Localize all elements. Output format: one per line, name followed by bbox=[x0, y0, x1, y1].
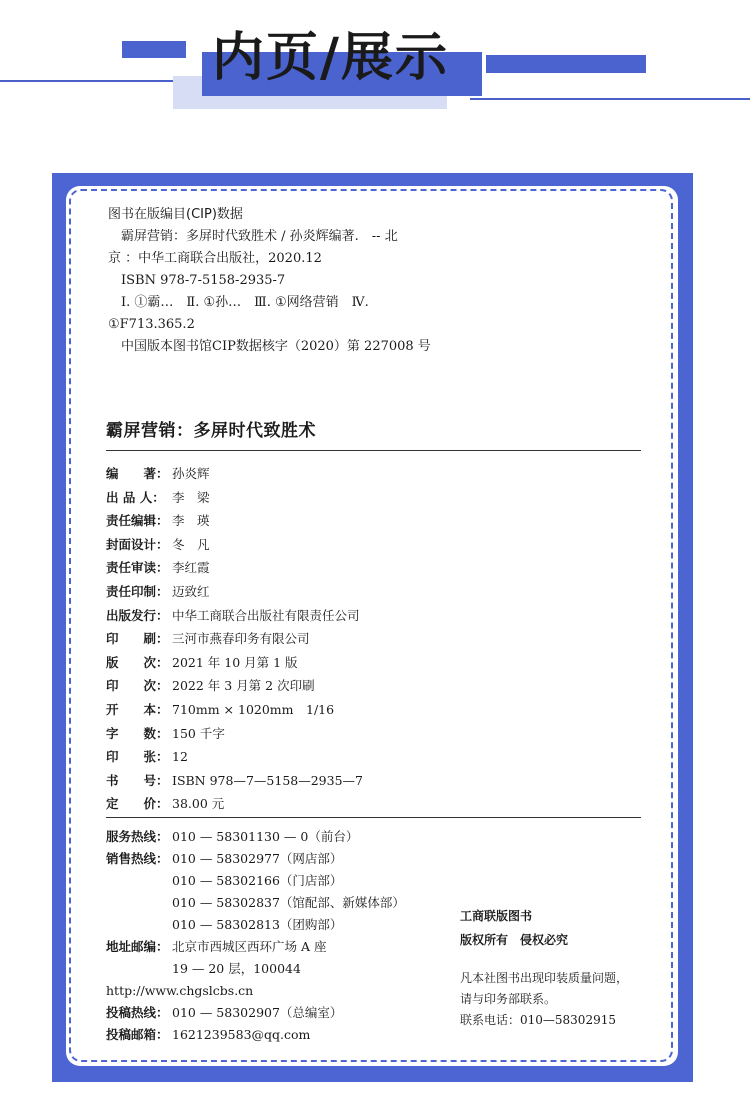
info-value: 710mm × 1020mm 1/16 bbox=[172, 701, 335, 717]
info-row bbox=[106, 533, 556, 557]
cip-line: 霸屏营销：多屏时代致胜术 / 孙炎辉编著. -- 北 bbox=[108, 229, 398, 244]
info-key: 印 张： bbox=[106, 749, 169, 765]
submit-email: 1621239583@qq.com bbox=[172, 1027, 311, 1042]
title-rule bbox=[106, 450, 641, 451]
sales-key: 销售热线： bbox=[106, 851, 169, 866]
submit-phone: 010 — 58302907（总编室） bbox=[172, 1005, 343, 1020]
info-value: 38.00 元 bbox=[172, 796, 225, 812]
info-row bbox=[106, 580, 556, 604]
info-key: 责任编辑： bbox=[106, 513, 169, 529]
info-row bbox=[106, 651, 556, 675]
sales-phone: 010 — 58302166（门店部） bbox=[172, 873, 343, 888]
info-row bbox=[106, 674, 556, 698]
info-row bbox=[106, 556, 556, 580]
info-key: 责任印制： bbox=[106, 583, 169, 599]
info-row bbox=[106, 462, 556, 486]
info-key: 开 本： bbox=[106, 701, 169, 717]
page-title: 内页/展示 bbox=[212, 27, 449, 88]
info-key: 封面设计： bbox=[106, 536, 169, 552]
sales-phone: 010 — 58302837（馆配部、新媒体部） bbox=[172, 895, 405, 910]
info-key: 印 刷： bbox=[106, 631, 169, 647]
info-key: 出版发行： bbox=[106, 607, 169, 623]
publication-info bbox=[106, 462, 556, 816]
service-phone: 010 — 58301130 — 0（前台） bbox=[172, 829, 359, 844]
address-key: 地址邮编： bbox=[106, 939, 169, 954]
info-row bbox=[106, 604, 556, 628]
info-key: 定 价： bbox=[106, 796, 169, 812]
cip-line: ①F713.365.2 bbox=[108, 317, 195, 332]
info-value: 150 千字 bbox=[172, 725, 225, 741]
info-value: 12 bbox=[172, 749, 188, 765]
info-rule bbox=[106, 817, 641, 818]
cip-line: 京 ：中华工商联合出版社，2020.12 bbox=[108, 251, 322, 266]
cip-line: ISBN 978-7-5158-2935-7 bbox=[108, 273, 286, 288]
sales-phone: 010 — 58302977（网店部） bbox=[172, 851, 343, 866]
sales-phone: 010 — 58302813（团购部） bbox=[172, 917, 343, 932]
info-value: 冬 凡 bbox=[172, 536, 210, 552]
info-value: 2022 年 3 月第 2 次印刷 bbox=[172, 678, 315, 694]
info-key: 出 品 人： bbox=[106, 489, 165, 505]
notice-line: 请与印务部联系。 bbox=[460, 992, 557, 1006]
info-key: 书 号： bbox=[106, 772, 169, 788]
cip-heading: 图书在版编目(CIP)数据 bbox=[108, 207, 243, 222]
cip-block bbox=[108, 204, 468, 358]
header-accent-block bbox=[122, 41, 186, 58]
submit-email-key: 投稿邮箱： bbox=[106, 1027, 169, 1042]
notice-line: 凡本社图书出现印装质量问题， bbox=[460, 971, 629, 985]
info-value: 中华工商联合出版社有限责任公司 bbox=[172, 607, 360, 623]
info-value: ISBN 978—7—5158—2935—7 bbox=[172, 772, 363, 788]
publisher-label: 工商联版图书 bbox=[460, 909, 533, 923]
info-key: 责任审读： bbox=[106, 560, 169, 576]
header-accent-bar bbox=[486, 55, 646, 73]
info-value: 李 瑛 bbox=[172, 513, 210, 529]
notice-phone: 联系电话：010—58302915 bbox=[460, 1013, 616, 1027]
submit-phone-key: 投稿热线： bbox=[106, 1005, 169, 1020]
info-row bbox=[106, 745, 556, 769]
info-key: 版 次： bbox=[106, 654, 169, 670]
info-row bbox=[106, 792, 556, 816]
address-line: 北京市西城区西环广场 A 座 bbox=[172, 939, 327, 954]
info-value: 2021 年 10 月第 1 版 bbox=[172, 654, 298, 670]
info-row bbox=[106, 722, 556, 746]
info-row bbox=[106, 486, 556, 510]
info-key: 编 著： bbox=[106, 466, 169, 481]
cip-line: 中国版本图书馆CIP数据核字（2020）第 227008 号 bbox=[108, 339, 431, 354]
book-title: 霸屏营销：多屏时代致胜术 bbox=[106, 421, 316, 441]
info-row bbox=[106, 509, 556, 533]
info-value: 三河市燕春印务有限公司 bbox=[172, 631, 310, 647]
info-row bbox=[106, 769, 556, 793]
info-key: 印 次： bbox=[106, 678, 169, 694]
info-row bbox=[106, 698, 556, 722]
info-row bbox=[106, 627, 556, 651]
rights-notice bbox=[460, 904, 680, 1031]
info-value: 李红霞 bbox=[172, 560, 210, 576]
contact-block bbox=[106, 826, 446, 1046]
info-value: 李 梁 bbox=[172, 489, 210, 505]
rights-label: 版权所有 侵权必究 bbox=[460, 933, 569, 947]
info-value: 迈致红 bbox=[172, 583, 210, 599]
info-key: 字 数： bbox=[106, 725, 169, 741]
header-rule-right bbox=[470, 98, 750, 100]
address-line: 19 — 20 层，100044 bbox=[172, 961, 301, 976]
website-link[interactable]: http://www.chgslcbs.cn bbox=[106, 983, 254, 998]
info-value: 孙炎辉 bbox=[172, 466, 210, 481]
service-key: 服务热线： bbox=[106, 829, 169, 844]
cip-line: Ⅰ. ①霸… Ⅱ. ①孙… Ⅲ. ①网络营销 Ⅳ. bbox=[108, 295, 369, 310]
